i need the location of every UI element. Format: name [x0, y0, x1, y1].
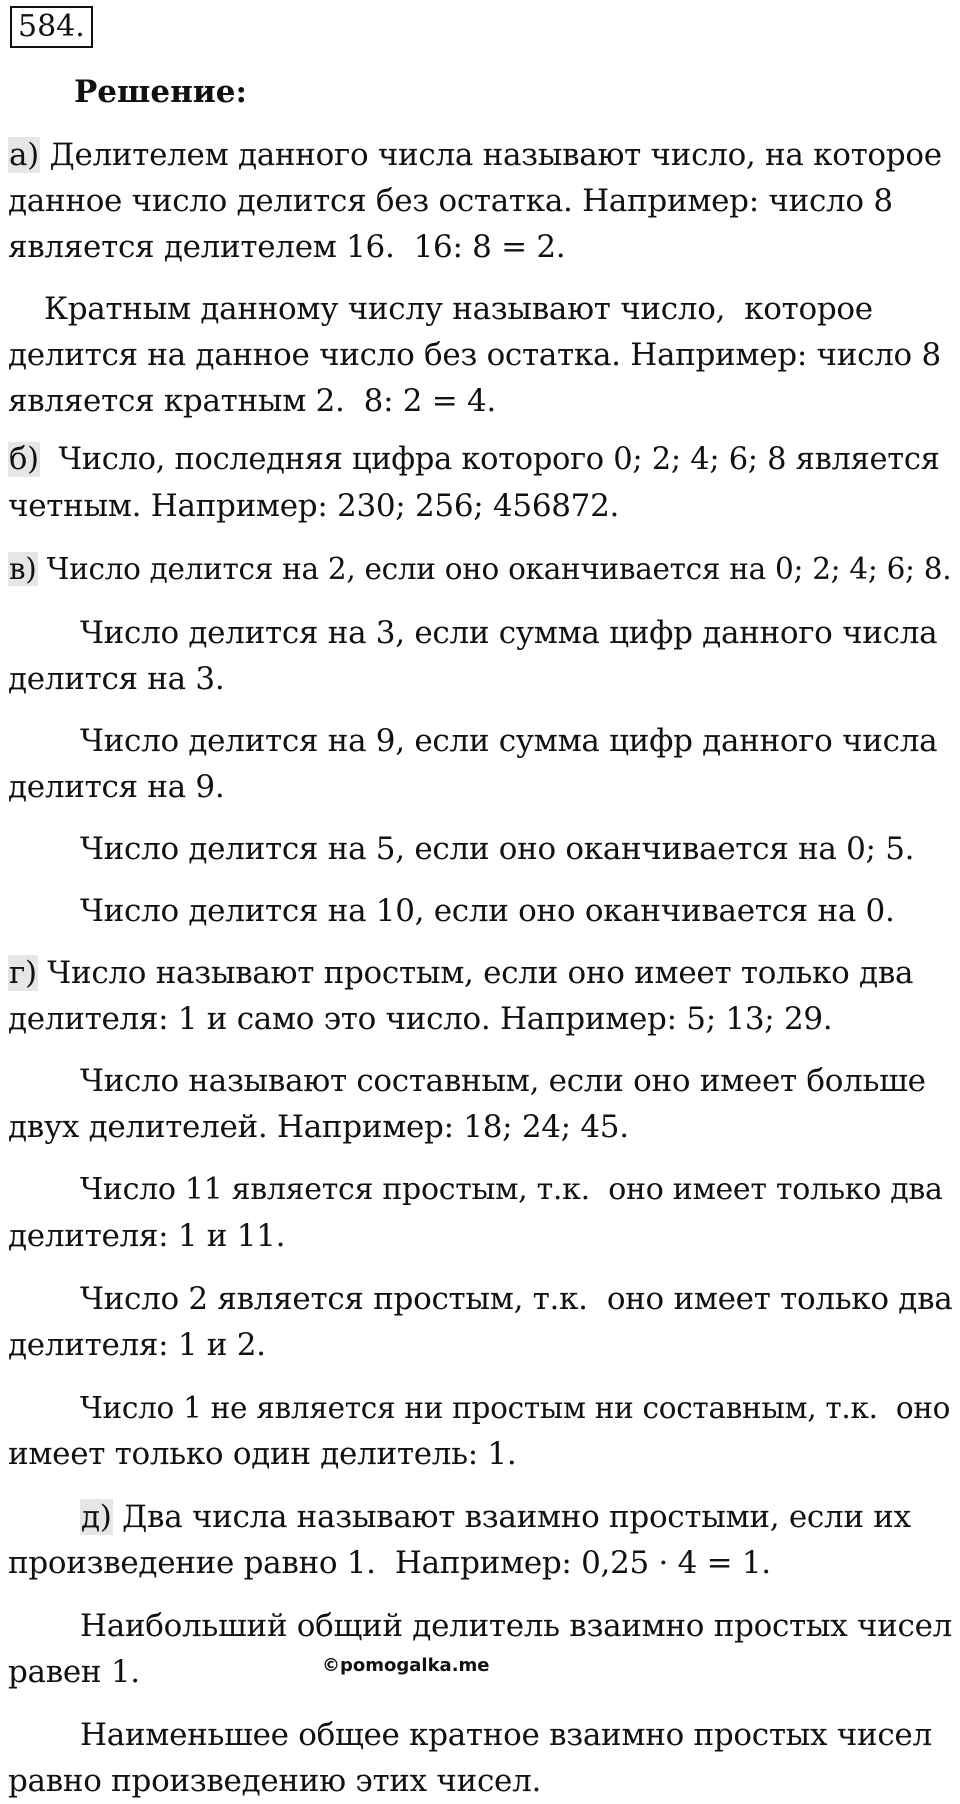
watermark: ©pomogalka.me — [322, 1655, 490, 1676]
paragraph-line — [8, 1494, 954, 1540]
paragraph-g3 — [8, 1167, 954, 1259]
paragraph-line — [8, 1603, 954, 1649]
paragraph-line — [8, 483, 954, 529]
line-text: делится на 9. — [8, 769, 225, 805]
paragraph-line — [8, 1276, 954, 1322]
line-text: Число называют составным, если оно имеет больше — [80, 1063, 926, 1099]
line-text: Число 11 является простым, т.к. оно имеет только два — [80, 1172, 943, 1207]
paragraph-d2 — [8, 1603, 954, 1695]
item-marker: г) — [9, 955, 37, 991]
paragraph-d3 — [8, 1712, 954, 1804]
paragraph-g2 — [8, 1058, 954, 1150]
line-text: двух делителей. Например: 18; 24; 45. — [8, 1109, 629, 1145]
paragraph-line — [8, 1712, 954, 1758]
paragraph-line — [8, 718, 954, 764]
paragraph-line — [8, 332, 954, 378]
paragraph-line — [8, 826, 954, 872]
paragraph-g1 — [8, 950, 954, 1042]
line-text: делится на данное число без остатка. Например: число 8 — [8, 337, 941, 373]
paragraph-line — [8, 656, 954, 702]
line-text: делителя: 1 и 11. — [8, 1218, 286, 1254]
line-text: является делителем 16. 16: 8 = 2. — [8, 229, 566, 265]
paragraph-line — [8, 610, 954, 656]
line-text: Число делится на 9, если сумма цифр данного числа — [80, 723, 938, 759]
line-text: Кратным данному числу называют число, которое — [44, 291, 873, 327]
line-text: Число 1 не является ни простым ни составным, т.к. оно — [80, 1391, 951, 1425]
paragraph-v2 — [8, 610, 954, 702]
paragraph-line — [8, 1758, 954, 1804]
line-text: имеет только один делитель: 1. — [8, 1436, 517, 1472]
paragraph-line — [8, 546, 954, 592]
paragraph-line — [8, 996, 954, 1042]
paragraph-line — [8, 378, 954, 424]
line-text: четным. Например: 230; 256; 456872. — [8, 488, 620, 524]
line-text: произведение равно 1. Например: 0,25 · 4 = 1. — [8, 1545, 771, 1581]
paragraph-d1 — [8, 1494, 954, 1586]
item-marker: д) — [81, 1499, 112, 1535]
solution-heading: Решение: — [74, 74, 247, 110]
paragraph-line — [8, 1167, 954, 1213]
line-text: Число делится на 2, если оно оканчивается на 0; 2; 4; 6; 8. — [37, 552, 952, 586]
paragraph-a2 — [8, 286, 954, 424]
line-text: Число называют простым, если оно имеет только два — [37, 955, 914, 991]
paragraph-line — [8, 1058, 954, 1104]
line-text: Два числа называют взаимно простыми, если их — [112, 1499, 911, 1535]
paragraph-line — [8, 224, 954, 270]
line-text: данное число делится без остатка. Например: число 8 — [8, 183, 893, 219]
paragraph-line — [8, 1540, 954, 1586]
item-marker: а) — [9, 137, 39, 173]
line-text: Число 2 является простым, т.к. оно имеет только два — [80, 1281, 953, 1317]
item-marker: в) — [9, 552, 37, 586]
line-text: Число делится на 5, если оно оканчивается на 0; 5. — [80, 831, 915, 867]
line-text: Число, последняя цифра которого 0; 2; 4; 6; 8 является — [39, 442, 940, 477]
line-text: делителя: 1 и само это число. Например: 5; 13; 29. — [8, 1001, 833, 1037]
paragraph-b1 — [8, 437, 954, 529]
paragraph-a1 — [8, 132, 954, 270]
paragraph-line — [8, 132, 954, 178]
paragraph-line — [8, 950, 954, 996]
line-text: является кратным 2. 8: 2 = 4. — [8, 383, 496, 419]
paragraph-line — [8, 888, 954, 934]
line-text: равно произведению этих чисел. — [8, 1763, 542, 1799]
paragraph-line — [8, 437, 954, 483]
item-marker: б) — [9, 442, 39, 477]
line-text: Наибольший общий делитель взаимно простых чисел — [80, 1608, 953, 1644]
paragraph-v1 — [8, 546, 954, 592]
paragraph-line — [8, 1104, 954, 1150]
paragraph-line — [8, 1322, 954, 1368]
paragraph-line — [8, 764, 954, 810]
paragraph-g5 — [8, 1385, 954, 1477]
paragraph-g4 — [8, 1276, 954, 1368]
paragraph-line — [8, 1213, 954, 1259]
paragraph-v5 — [8, 888, 954, 934]
paragraph-line — [8, 1385, 954, 1431]
paragraph-v4 — [8, 826, 954, 872]
line-text: равен 1. — [8, 1654, 140, 1690]
paragraph-v3 — [8, 718, 954, 810]
line-text: Делителем данного числа называют число, на которое — [39, 137, 942, 173]
problem-number: 584. — [10, 6, 93, 48]
line-text: делится на 3. — [8, 661, 225, 697]
line-text: делителя: 1 и 2. — [8, 1327, 266, 1363]
line-text: Число делится на 10, если оно оканчивается на 0. — [80, 893, 895, 929]
paragraph-line — [8, 178, 954, 224]
line-text: Число делится на 3, если сумма цифр данного числа — [80, 615, 938, 651]
line-text: Наименьшее общее кратное взаимно простых чисел — [80, 1717, 932, 1753]
paragraph-line — [8, 286, 954, 332]
paragraph-line — [8, 1431, 954, 1477]
